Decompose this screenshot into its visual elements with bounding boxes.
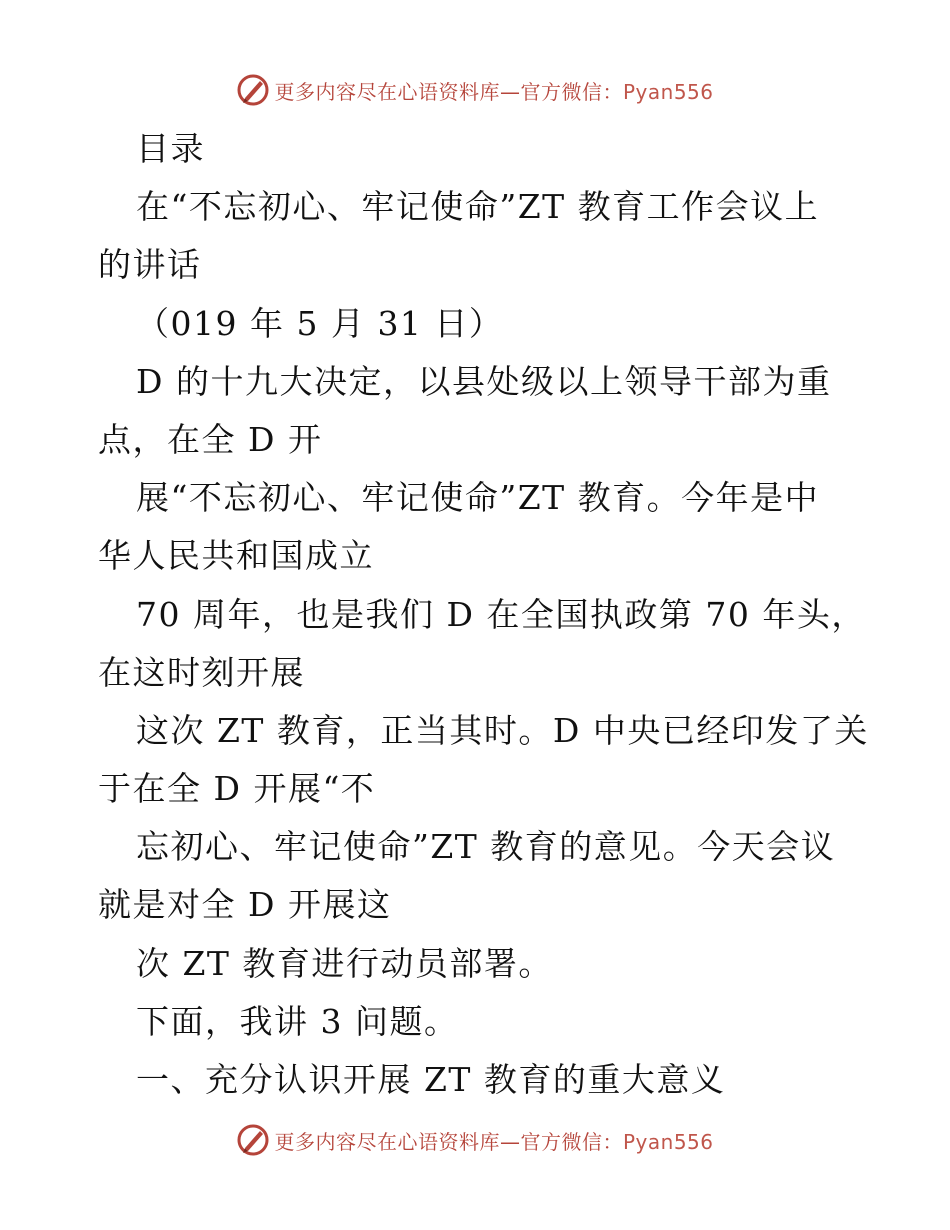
document-line: 展“不忘初心、牢记使命”ZT 教育。今年是中 <box>136 478 820 518</box>
document-line: 在这时刻开展 <box>98 652 305 692</box>
footer-watermark <box>0 1120 950 1160</box>
watermark-text <box>274 1126 713 1155</box>
document-line: 下面，我讲 3 问题。 <box>136 1001 459 1041</box>
document-line: 这次 ZT 教育，正当其时。D 中央已经印发了关 <box>136 710 869 750</box>
watermark-id: Pyan556 <box>622 1129 714 1154</box>
document-body <box>98 120 869 1109</box>
watermark-id: Pyan556 <box>622 79 714 104</box>
pen-logo-icon <box>236 73 270 107</box>
document-line: 的讲话 <box>98 245 202 285</box>
header-watermark <box>0 70 950 110</box>
document-line: 点，在全 D 开 <box>98 419 323 459</box>
document-line: 目录 <box>136 129 205 168</box>
watermark-separator: — <box>499 79 521 104</box>
document-line: 华人民共和国成立 <box>98 536 374 576</box>
watermark-official: 官方微信： <box>520 1129 623 1154</box>
document-line: 70 周年，也是我们 D 在全国执政第 70 年头， <box>136 594 866 634</box>
document-line: 忘初心、牢记使命”ZT 教育的意见。今天会议 <box>136 827 836 867</box>
document-line: （019 年 5 月 31 日） <box>136 303 504 343</box>
watermark-official: 官方微信： <box>520 79 623 104</box>
document-line: D 的十九大决定，以县处级以上领导干部为重 <box>136 361 832 401</box>
watermark-separator: — <box>499 1129 521 1154</box>
pen-logo-icon <box>236 1123 270 1157</box>
document-line: 次 ZT 教育进行动员部署。 <box>136 943 553 983</box>
watermark-text <box>274 76 713 105</box>
watermark-main: 更多内容尽在心语资料库 <box>274 79 500 104</box>
document-line: 就是对全 D 开展这 <box>98 885 392 925</box>
watermark-main: 更多内容尽在心语资料库 <box>274 1129 500 1154</box>
document-line: 于在全 D 开展“不 <box>98 769 376 809</box>
document-line: 一、充分认识开展 ZT 教育的重大意义 <box>136 1060 726 1099</box>
document-line: 在“不忘初心、牢记使命”ZT 教育工作会议上 <box>136 187 820 227</box>
